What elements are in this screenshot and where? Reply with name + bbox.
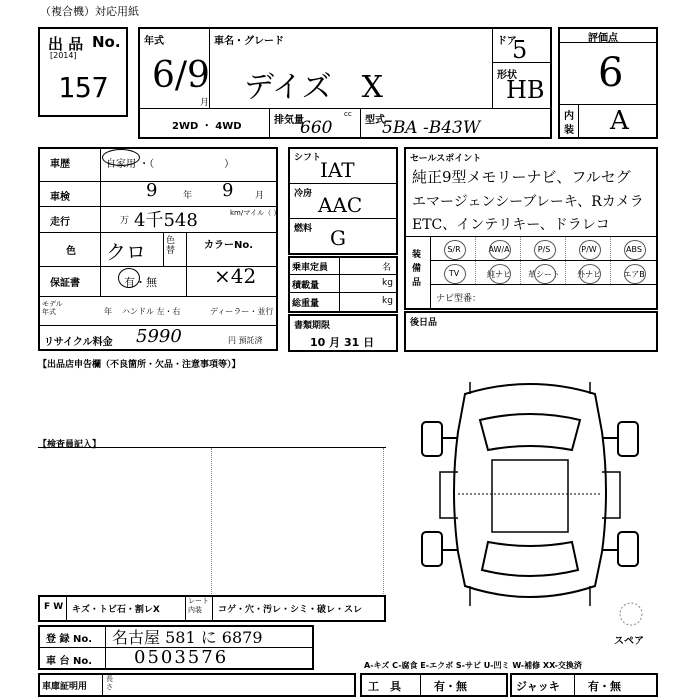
- dealer-label: ディーラー・並行: [210, 307, 274, 316]
- color-no-label: カラーNo.: [204, 240, 254, 251]
- gross-unit: kg: [382, 296, 393, 306]
- door-value: 5: [512, 36, 528, 64]
- cert-sub: 長さ: [106, 675, 113, 691]
- capacity-label: 乗車定員: [292, 263, 329, 273]
- reg-value: 名古屋 581 に 6879: [112, 628, 263, 647]
- score-value: 6: [598, 50, 624, 96]
- equipment-label: 装備品: [412, 250, 422, 288]
- interior-label-2: 装: [564, 125, 574, 136]
- equipment-option: 純ナビ: [487, 270, 511, 279]
- equipment-option-circle: [489, 264, 511, 284]
- spare-tire-icon: [618, 601, 644, 627]
- drive-label: 2WD ・ 4WD: [172, 121, 242, 132]
- capacity-unit: 名: [382, 263, 392, 273]
- displacement-label: 排気量: [274, 115, 304, 126]
- inspection-year: 9: [146, 180, 158, 201]
- lot-box: [38, 27, 128, 117]
- equipment-option: TV: [448, 269, 460, 278]
- fuel-label: 燃料: [294, 224, 313, 234]
- sales-point-line-2: エマージェンシーブレーキ、Rカメラ: [412, 194, 644, 210]
- equipment-option-circle: [579, 264, 601, 284]
- reg-label: 登 録 No.: [46, 634, 93, 645]
- ac-value: AAC: [318, 193, 363, 217]
- spare-label: スペア: [614, 636, 644, 647]
- gross-label: 総重量: [292, 299, 320, 309]
- interior-value: A: [610, 106, 629, 136]
- cert-label: 車庫証明用: [42, 682, 88, 692]
- equipment-option-circle: [444, 240, 466, 260]
- inspection-label: 車検: [50, 192, 70, 203]
- jack-label: ジャッキ: [516, 680, 560, 693]
- load-label: 積載量: [292, 281, 320, 291]
- color-value: クロ: [106, 240, 146, 264]
- mileage-unit: km/マイル（ ）: [230, 209, 281, 217]
- private-use-circle: [102, 149, 140, 166]
- sales-point-line-1: 純正9型メモリーナビ、フルセグ: [412, 168, 631, 186]
- warranty-value: 有・無: [124, 276, 157, 289]
- car-diagram: [410, 372, 650, 618]
- door-label: ドア: [497, 36, 517, 47]
- deadline-value: 10 月 31 日: [310, 336, 375, 349]
- tools-value: 有・無: [434, 680, 467, 693]
- mileage-value: 4千548: [134, 210, 198, 231]
- mileage-prefix: 万: [120, 216, 130, 226]
- lot-number: 157: [58, 71, 109, 104]
- history-label: 車歴: [50, 159, 70, 170]
- inspection-year-unit: 年: [183, 191, 193, 201]
- equipment-option: P/W: [581, 245, 597, 254]
- recycle-label: リサイクル料金: [44, 337, 113, 348]
- chassis-value: 0503576: [134, 647, 229, 668]
- lamp-text: コゲ・穴・汚レ・シミ・破レ・スレ: [218, 605, 363, 615]
- damage-legend: A-キズ C-腐食 E-エクボ S-サビ U-凹ミ W-補修 XX-交換済: [364, 661, 582, 670]
- name-value: デイズ X: [244, 70, 383, 105]
- inspection-month-unit: 月: [255, 191, 265, 201]
- form-title: （複合機）対応用紙: [40, 5, 139, 18]
- year-tag: [2014]: [50, 51, 77, 60]
- model-year-label: モデル年式: [42, 300, 63, 316]
- notes-box: [404, 311, 658, 352]
- model-value: 5BA -B43W: [382, 118, 481, 138]
- warranty-label: 保証書: [50, 278, 80, 289]
- store-declaration-title: 【出品店申告欄（不良箇所・欠品・注意事項等）】: [38, 360, 241, 370]
- equipment-option-circle: [534, 264, 556, 284]
- sales-point-line-3: ETC、インテリキー、ドラレコ: [412, 217, 610, 233]
- year-label: 年式: [144, 36, 164, 47]
- color-no-value: ×42: [214, 264, 257, 288]
- chassis-label: 車 台 No.: [46, 656, 93, 667]
- jack-value: 有・無: [588, 680, 621, 693]
- equipment-option: ABS: [626, 245, 642, 254]
- shift-value: IAT: [320, 158, 355, 182]
- shape-label: 形状: [497, 70, 517, 81]
- equipment-option-circle: [444, 264, 466, 284]
- equipment-option-circle: [624, 240, 646, 260]
- equipment-option-circle: [489, 240, 511, 260]
- tools-label: 工 具: [368, 680, 401, 693]
- equipment-option-circle: [534, 240, 556, 260]
- equipment-option: 革シート: [528, 270, 560, 279]
- color-change-label: 色替: [166, 236, 176, 256]
- displacement-value: 660: [300, 118, 333, 138]
- equipment-option-circle: [624, 264, 646, 284]
- mileage-label: 走行: [50, 217, 70, 228]
- recycle-unit: 円 預託済: [228, 336, 263, 345]
- inspector-title: 【検査員記入】: [38, 440, 102, 450]
- inspection-month: 9: [222, 180, 234, 201]
- equipment-option: 外ナビ: [577, 270, 601, 279]
- displacement-unit: cc: [344, 110, 352, 118]
- fw-text: キズ・トビ石・割レX: [72, 605, 160, 615]
- equipment-option: S/R: [447, 245, 461, 254]
- notes-title: 後日品: [410, 318, 438, 328]
- shift-label: シフト: [294, 153, 322, 163]
- equipment-option: エアB: [623, 270, 645, 279]
- sales-point-label: セールスポイント: [410, 154, 482, 164]
- lot-label: 出 品: [48, 35, 84, 53]
- lamp-label: レート内装: [188, 597, 209, 614]
- month-unit: 月: [200, 98, 210, 108]
- equipment-option-circle: [579, 240, 601, 260]
- fuel-value: G: [330, 226, 346, 250]
- interior-label: 内: [564, 111, 574, 122]
- shape-value: HB: [506, 76, 545, 104]
- model-label: 型式: [365, 115, 385, 126]
- score-label: 評価点: [588, 33, 618, 44]
- lot-no-label: No.: [92, 33, 121, 51]
- equipment-option: AW/A: [488, 245, 510, 254]
- model-year-unit: 年: [104, 307, 112, 316]
- recycle-value: 5990: [136, 326, 182, 347]
- equipment-option: P/S: [537, 245, 551, 254]
- warranty-yes-circle: [118, 268, 140, 288]
- deadline-label: 書類期限: [294, 321, 331, 331]
- name-label: 車名・グレード: [214, 36, 284, 47]
- navi-model-label: ナビ型番：: [436, 294, 482, 304]
- color-label: 色: [66, 246, 76, 257]
- fw-label: F W: [44, 602, 64, 612]
- history-value: 自家用 ・（ ）: [106, 159, 235, 170]
- ac-label: 冷房: [294, 189, 313, 199]
- load-unit: kg: [382, 278, 393, 288]
- handle-label: ハンドル 左・右: [122, 307, 181, 316]
- year-value: 6/9: [152, 55, 210, 96]
